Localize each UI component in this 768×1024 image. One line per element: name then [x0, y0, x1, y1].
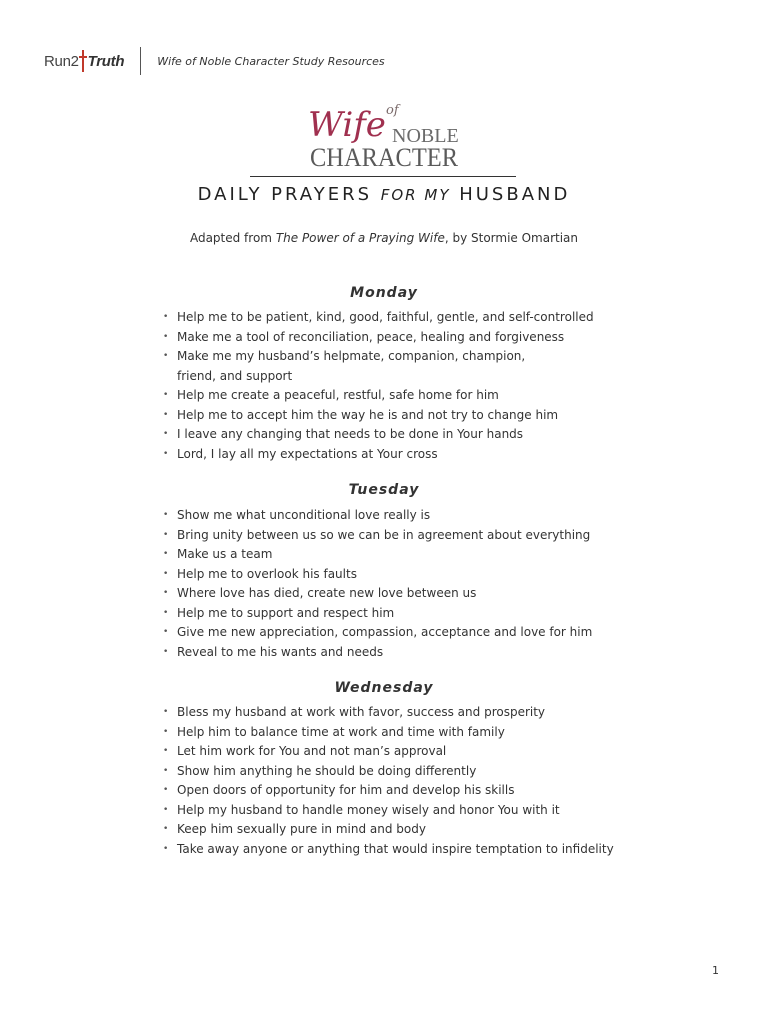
- document-title: [0, 184, 768, 205]
- list-item: • Help me to accept him the way he is and not try to change him: [163, 406, 594, 426]
- section-heading-monday: Monday: [350, 285, 418, 301]
- logo-word-of: of: [386, 103, 399, 118]
- logo-rule: [250, 176, 516, 177]
- section-heading-tuesday: Tuesday: [348, 482, 420, 498]
- list-item: • Show me what unconditional love really is: [163, 506, 592, 526]
- monday-list: [163, 308, 594, 464]
- list-item: • Bring unity between us so we can be in agreement about everything: [163, 526, 592, 546]
- list-item: • Bless my husband at work with favor, success and prosperity: [163, 703, 614, 723]
- list-item: • Let him work for You and not man’s approval: [163, 742, 614, 762]
- brand-truth: Truth: [87, 52, 125, 70]
- list-item-line: friend, and support: [177, 368, 293, 383]
- subtitle-book-title: The Power of a Praying Wife: [275, 231, 445, 245]
- brand-two: 2: [70, 52, 79, 70]
- list-item: • Make me a tool of reconciliation, peace, healing and forgiveness: [163, 328, 594, 348]
- header-divider: [140, 47, 141, 75]
- section-heading-wednesday: Wednesday: [334, 680, 434, 696]
- title-husband: HUSBAND: [459, 184, 571, 205]
- list-item: • Help my husband to handle money wisely and honor You with it: [163, 801, 614, 821]
- logo-word-noble: Noble: [392, 125, 459, 147]
- list-item: • Take away anyone or anything that would inspire temptation to infidelity: [163, 840, 614, 860]
- run2truth-logo: [44, 50, 124, 72]
- wife-of-noble-character-logo: [306, 98, 462, 170]
- page-header: [44, 44, 385, 78]
- title-daily-prayers: DAILY PRAYERS: [197, 184, 373, 205]
- list-item: • I leave any changing that needs to be done in Your hands: [163, 425, 594, 445]
- logo-word-wife: Wife: [308, 105, 386, 145]
- subtitle-prefix: Adapted from: [189, 231, 276, 245]
- subtitle-suffix: , by Stormie Omartian: [444, 231, 579, 245]
- list-item: • Help me to overlook his faults: [163, 565, 592, 585]
- list-item: • Open doors of opportunity for him and develop his skills: [163, 781, 614, 801]
- list-item: [163, 347, 594, 386]
- tuesday-list: [163, 506, 592, 662]
- wednesday-list: [163, 703, 614, 859]
- list-item: • Make us a team: [163, 545, 592, 565]
- list-item: • Give me new appreciation, compassion, acceptance and love for him: [163, 623, 592, 643]
- list-item: • Reveal to me his wants and needs: [163, 643, 592, 663]
- logo-word-character: Character: [310, 143, 459, 170]
- brand-run: Run: [44, 52, 71, 70]
- document-subtitle: [0, 231, 768, 245]
- list-item: • Help me to be patient, kind, good, faithful, gentle, and self-controlled: [163, 308, 594, 328]
- list-item: • Lord, I lay all my expectations at Your cross: [163, 445, 594, 465]
- title-for-my: FOR MY: [380, 186, 451, 204]
- page-number: 1: [712, 964, 719, 977]
- list-item: • Help him to balance time at work and time with family: [163, 723, 614, 743]
- list-item: • Help me create a peaceful, restful, safe home for him: [163, 386, 594, 406]
- list-item: • Help me to support and respect him: [163, 604, 592, 624]
- header-title: Wife of Noble Character Study Resources: [157, 54, 385, 68]
- list-item: • Where love has died, create new love between us: [163, 584, 592, 604]
- cross-icon: [79, 50, 87, 72]
- list-item-line: • Make me my husband’s helpmate, companion, champion,: [177, 349, 526, 363]
- list-item: • Show him anything he should be doing differently: [163, 762, 614, 782]
- list-item: • Keep him sexually pure in mind and body: [163, 820, 614, 840]
